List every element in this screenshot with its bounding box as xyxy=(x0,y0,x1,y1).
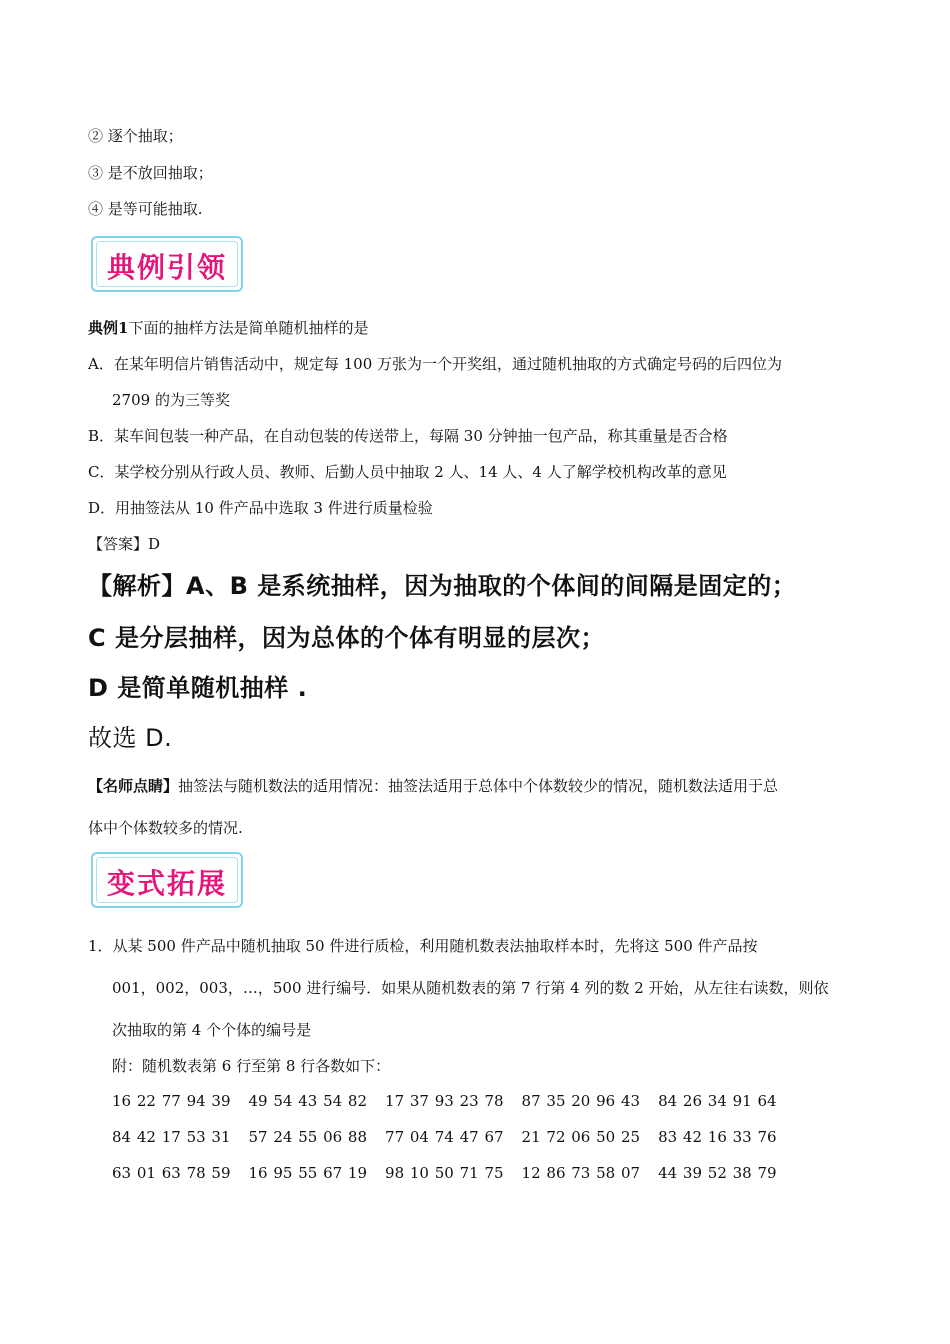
teacher-tip-label: 【名师点睛】 xyxy=(88,777,179,795)
property-2: ② 逐个抽取； xyxy=(88,127,183,145)
analysis-conclusion: 故选 D. xyxy=(88,724,173,752)
example-label: 典例 xyxy=(88,319,119,337)
option-a-line1: A．在某年明信片销售活动中，规定每 100 万张为一个开奖组，通过随机抽取的方式确定号码的后四位为 xyxy=(88,355,783,373)
example-question xyxy=(88,318,368,338)
random-table-cell: 12 86 73 58 07 xyxy=(521,1164,641,1182)
option-a-line2: 2709 的为三等奖 xyxy=(112,391,230,409)
banner-example xyxy=(91,236,243,292)
option-d: D．用抽签法从 10 件产品中选取 3 件进行质量检验 xyxy=(88,499,433,517)
example-number: 1 xyxy=(118,319,129,337)
teacher-tip-line1 xyxy=(88,776,778,796)
analysis-line3: D 是简单随机抽样 . xyxy=(88,674,308,702)
exercise-line2: 001，002，003，…，500 进行编号．如果从随机数表的第 7 行第 4 列的数 2 开始，从左往右读数，则依 xyxy=(112,979,829,997)
random-table-cell: 16 95 55 67 19 xyxy=(248,1164,368,1182)
random-table-cell: 49 54 43 54 82 xyxy=(248,1092,368,1110)
analysis-line4 xyxy=(88,718,172,753)
random-table-row-8 xyxy=(112,1164,777,1182)
random-table-row-6 xyxy=(112,1092,777,1110)
exercise-appendix: 附：随机数表第 6 行至第 8 行各数如下： xyxy=(112,1057,391,1075)
answer: 【答案】D xyxy=(88,535,161,553)
property-3: ③ 是不放回抽取； xyxy=(88,164,213,182)
banner-variation-label: 变式拓展 xyxy=(106,867,227,900)
random-table-cell: 44 39 52 38 79 xyxy=(658,1164,777,1182)
banner-example-label: 典例引领 xyxy=(106,251,227,284)
random-table-cell: 21 72 06 50 25 xyxy=(521,1128,641,1146)
random-table-cell: 84 26 34 91 64 xyxy=(658,1092,777,1110)
option-c: C．某学校分别从行政人员、教师、后勤人员中抽取 2 人、14 人、4 人了解学校机构改革的意见 xyxy=(88,463,727,481)
example-question-text: 下面的抽样方法是简单随机抽样的是 xyxy=(128,319,369,337)
analysis-line1: 【解析】A、B 是系统抽样，因为抽取的个体间的间隔是固定的； xyxy=(88,572,797,600)
random-table-cell: 98 10 50 71 75 xyxy=(385,1164,504,1182)
random-table-row-7 xyxy=(112,1128,777,1146)
property-4: ④ 是等可能抽取. xyxy=(88,200,203,218)
teacher-tip-line2: 体中个体数较多的情况. xyxy=(88,819,243,837)
banner-variation xyxy=(91,852,243,908)
random-table-cell: 83 42 16 33 76 xyxy=(658,1128,777,1146)
random-table-cell: 17 37 93 23 78 xyxy=(385,1092,504,1110)
random-table-cell: 16 22 77 94 39 xyxy=(112,1092,231,1110)
random-table-cell: 77 04 74 47 67 xyxy=(385,1128,504,1146)
random-table-cell: 57 24 55 06 88 xyxy=(248,1128,368,1146)
option-b: B．某车间包装一种产品，在自动包装的传送带上，每隔 30 分钟抽一包产品，称其重量是否合格 xyxy=(88,427,728,445)
random-table-cell: 63 01 63 78 59 xyxy=(112,1164,231,1182)
analysis-line2: C 是分层抽样，因为总体的个体有明显的层次； xyxy=(88,624,605,652)
random-table-cell: 87 35 20 96 43 xyxy=(521,1092,641,1110)
exercise-line3: 次抽取的第 4 个个体的编号是 xyxy=(112,1021,312,1039)
random-table-cell: 84 42 17 53 31 xyxy=(112,1128,231,1146)
exercise-line1: 1．从某 500 件产品中随机抽取 50 件进行质检，利用随机数表法抽取样本时，先将这 500 件产品按 xyxy=(88,937,758,955)
teacher-tip-text: 抽签法与随机数法的适用情况：抽签法适用于总体中个体数较少的情况，随机数法适用于总 xyxy=(178,777,779,795)
